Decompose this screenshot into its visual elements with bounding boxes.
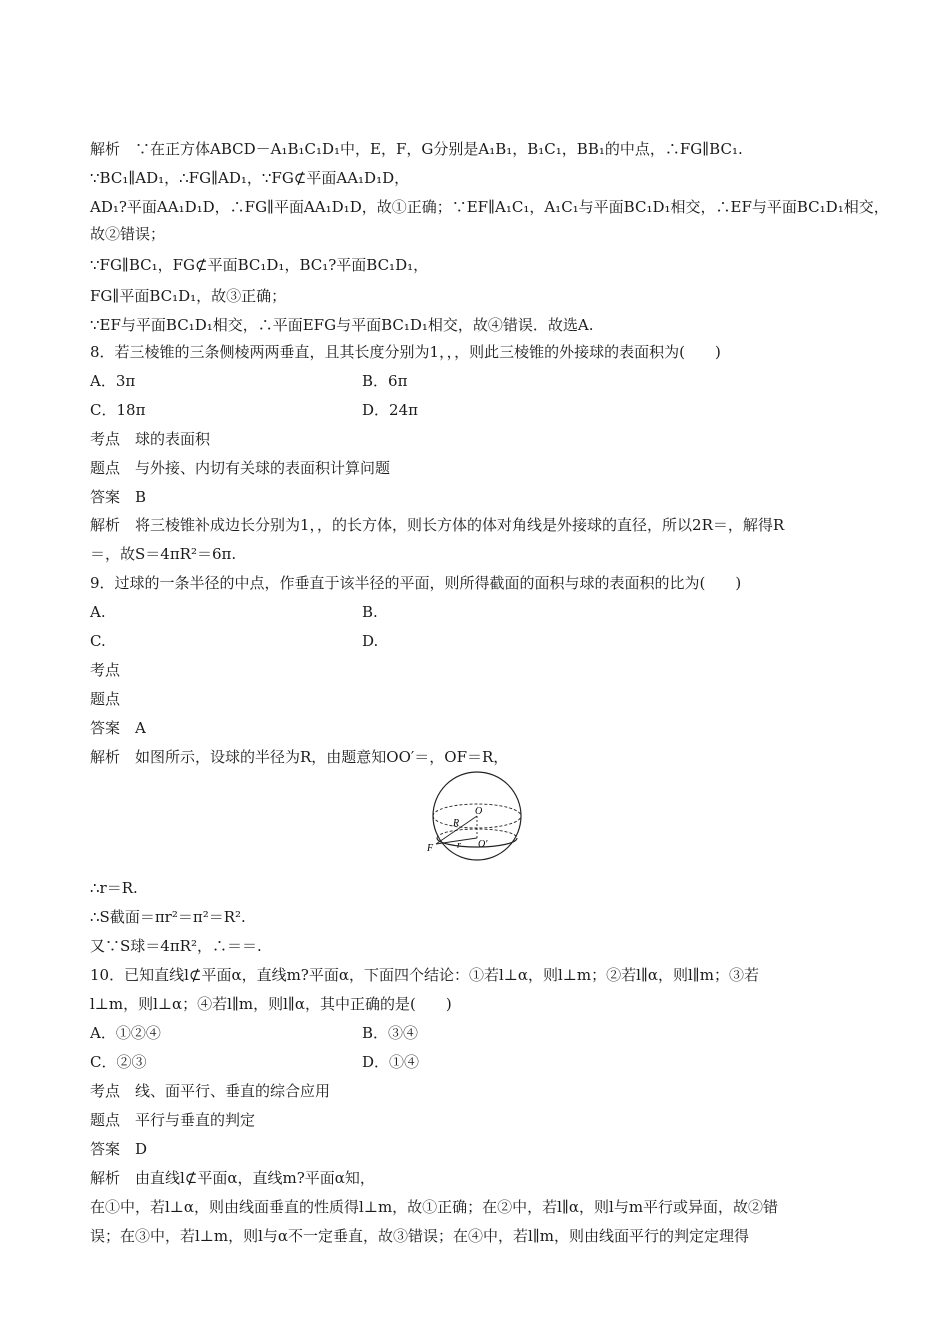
text-line: C．18π — [90, 401, 146, 419]
text-line: C. — [90, 632, 106, 650]
label-r: r — [457, 840, 461, 851]
label-F: F — [427, 843, 434, 854]
text-line: 在①中，若l⊥α，则由线面垂直的性质得l⊥m，故①正确；在②中，若l∥α，则l与m平行或异面，故②错 — [90, 1198, 779, 1216]
text-line: A．①②④ — [90, 1024, 161, 1042]
text-line: 题点 与外接、内切有关球的表面积计算问题 — [90, 459, 391, 477]
text-line: l⊥m，则l⊥α；④若l∥m，则l∥α，其中正确的是( ) — [90, 995, 452, 1013]
text-line: ＝，故S＝4πR²＝6π. — [90, 545, 237, 563]
text-line: 解析 由直线l⊄平面α，直线m?平面α知， — [90, 1169, 375, 1187]
text-line: A. — [90, 603, 106, 621]
text-line: AD₁?平面AA₁D₁D，∴FG∥平面AA₁D₁D，故①正确；∵EF∥A₁C₁，A₁C₁与平面BC₁D₁相交，∴EF与平面BC₁D₁相交， — [90, 198, 889, 216]
text-line: 题点 — [90, 690, 121, 708]
text-line: D．24π — [362, 401, 418, 419]
text-line: 考点 — [90, 661, 121, 679]
text-line: 又∵S球＝4πR²，∴＝＝. — [90, 937, 262, 955]
text-line: B. — [362, 603, 378, 621]
text-line: 解析 如图所示，设球的半径为R，由题意知OO′＝，OF＝R， — [90, 748, 509, 766]
text-line: FG∥平面BC₁D₁，故③正确； — [90, 287, 287, 305]
text-line: 9．过球的一条半径的中点，作垂直于该半径的平面，则所得截面的面积与球的表面积的比为( ) — [90, 574, 742, 592]
sphere-section-figure — [422, 768, 532, 864]
text-line: 10．已知直线l⊄平面α，直线m?平面α，下面四个结论：①若l⊥α，则l⊥m；②若l∥α，则l∥m；③若 — [90, 966, 759, 984]
text-line: 故②错误； — [90, 225, 166, 243]
text-line: ∵BC₁∥AD₁，∴FG∥AD₁，∵FG⊄平面AA₁D₁D， — [90, 169, 410, 187]
text-line: A．3π — [90, 372, 136, 390]
text-line: 考点 线、面平行、垂直的综合应用 — [90, 1082, 331, 1100]
text-line: D. — [362, 632, 379, 650]
text-line: D．①④ — [362, 1053, 420, 1071]
text-line: ∵EF与平面BC₁D₁相交，∴平面EFG与平面BC₁D₁相交，故④错误．故选A. — [90, 316, 594, 334]
text-line: B．③④ — [362, 1024, 419, 1042]
label-O: O — [475, 806, 483, 817]
text-line: 答案 A — [90, 719, 146, 737]
text-line: ∴S截面＝πr²＝π²＝R². — [90, 908, 246, 926]
text-line: 考点 球的表面积 — [90, 430, 211, 448]
label-O-prime: O′ — [478, 839, 488, 850]
text-line: B．6π — [362, 372, 408, 390]
text-line: C．②③ — [90, 1053, 147, 1071]
text-line: 题点 平行与垂直的判定 — [90, 1111, 256, 1129]
label-R: R — [453, 818, 460, 829]
text-line: 答案 B — [90, 488, 147, 506]
text-line: ∵FG∥BC₁，FG⊄平面BC₁D₁，BC₁?平面BC₁D₁， — [90, 256, 429, 274]
text-line: 解析 将三棱锥补成边长分别为1，，的长方体，则长方体的体对角线是外接球的直径，所以2R＝，解得R — [90, 516, 785, 534]
text-line: 误；在③中，若l⊥m，则l与α不一定垂直，故③错误；在④中，若l∥m，则由线面平行的判定定理得 — [90, 1227, 750, 1245]
text-line: 解析 ∵在正方体ABCD－A₁B₁C₁D₁中，E，F，G分别是A₁B₁，B₁C₁，BB₁的中点，∴FG∥BC₁. — [90, 140, 743, 158]
text-line: 8．若三棱锥的三条侧棱两两垂直，且其长度分别为1，，，则此三棱锥的外接球的表面积为( ) — [90, 343, 721, 361]
text-line: ∴r＝R. — [90, 879, 138, 897]
text-line: 答案 D — [90, 1140, 148, 1158]
